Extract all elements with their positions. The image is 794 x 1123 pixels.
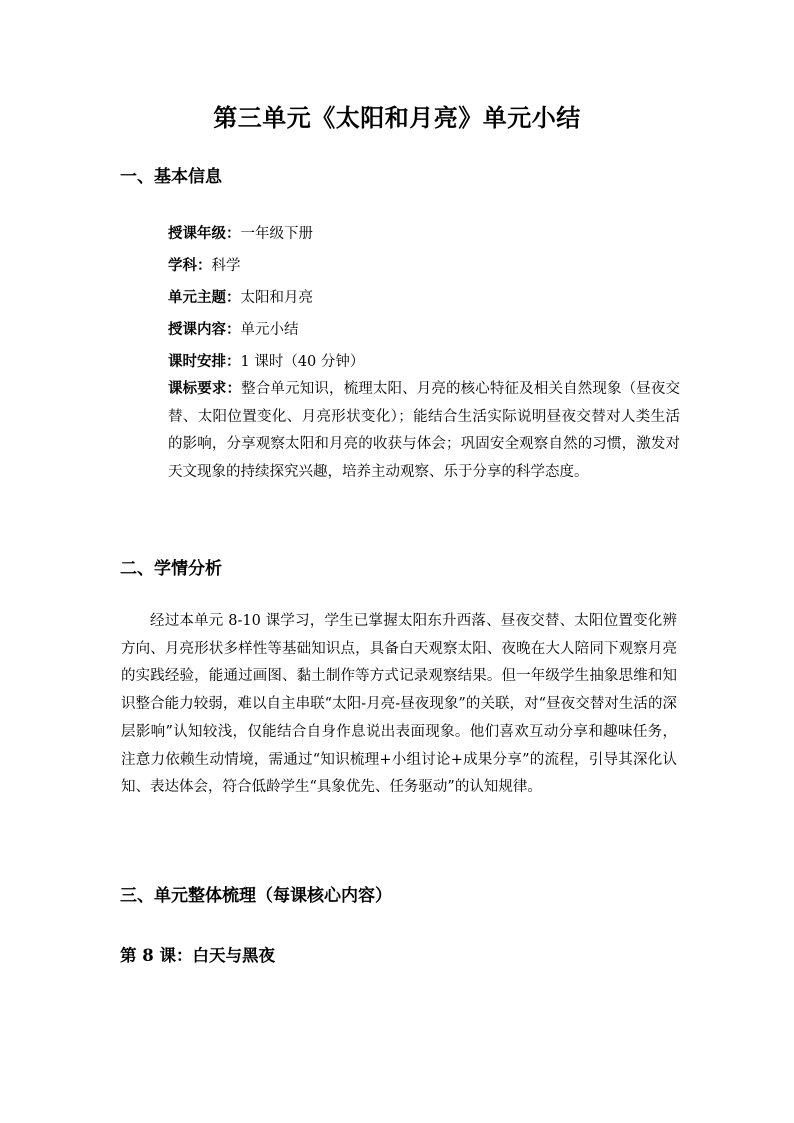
basic-info-list [168, 218, 678, 378]
info-label-grade: 授课年级： [168, 225, 241, 242]
info-value-grade: 一年级下册 [240, 226, 313, 242]
info-value-time: 1 课时（40 分钟） [240, 354, 365, 370]
info-value-subject: 科学 [211, 258, 241, 274]
info-row-time [168, 346, 678, 378]
info-label-time: 课时安排： [168, 353, 241, 370]
lesson-8-heading: 第 8 课：白天与黑夜 [120, 946, 275, 965]
info-row-grade [168, 218, 678, 250]
info-value-content: 单元小结 [240, 322, 299, 338]
info-label-content: 授课内容： [168, 321, 241, 338]
info-label-subject: 学科： [168, 257, 212, 274]
section-heading-student-analysis: 二、学情分析 [120, 559, 222, 579]
student-analysis-paragraph: 经过本单元 8-10 课学习，学生已掌握太阳东升西落、昼夜交替、太阳位置变化辨方向、月亮形状多样性等基础知识点，具备白天观察太阳、夜晚在大人陪同下观察月亮的实践经验，能通过画图、黏土制作等方式记录观察结果。但一年级学生抽象思维和知识整合能力较弱，难以自主串联“太阳-月亮-昼夜现象”的关联，对“昼夜交替对生活的深层影响”认知较浅，仅能结合自身作息说出表面现象。他们喜欢互动分享和趣味任务，注意力依赖生动情境，需通过“知识梳理+小组讨论+成果分享”的流程，引导其深化认知、表达体会，符合低龄学生“具象优先、任务驱动”的认知规律。 [121, 613, 677, 796]
info-row-content [168, 314, 678, 346]
info-label-requirements: 课标要求： [168, 380, 242, 397]
info-value-theme: 太阳和月亮 [240, 290, 313, 306]
section-heading-basic-info: 一、基本信息 [120, 167, 222, 187]
document-title: 第三单元《太阳和月亮》单元小结 [213, 103, 581, 132]
info-label-theme: 单元主题： [168, 289, 241, 306]
info-row-subject [168, 250, 678, 282]
info-row-requirements [168, 375, 680, 486]
info-row-theme [168, 282, 678, 314]
section-heading-unit-overview: 三、单元整体梳理（每课核心内容） [120, 886, 392, 906]
info-value-requirements: 整合单元知识，梳理太阳、月亮的核心特征及相关自然现象（昼夜交替、太阳位置变化、月亮形状变化）；能结合生活实际说明昼夜交替对人类生活的影响，分享观察太阳和月亮的收获与体会；巩固安全观察自然的习惯，激发对天文现象的持续探究兴趣，培养主动观察、乐于分享的科学态度。 [168, 381, 681, 480]
